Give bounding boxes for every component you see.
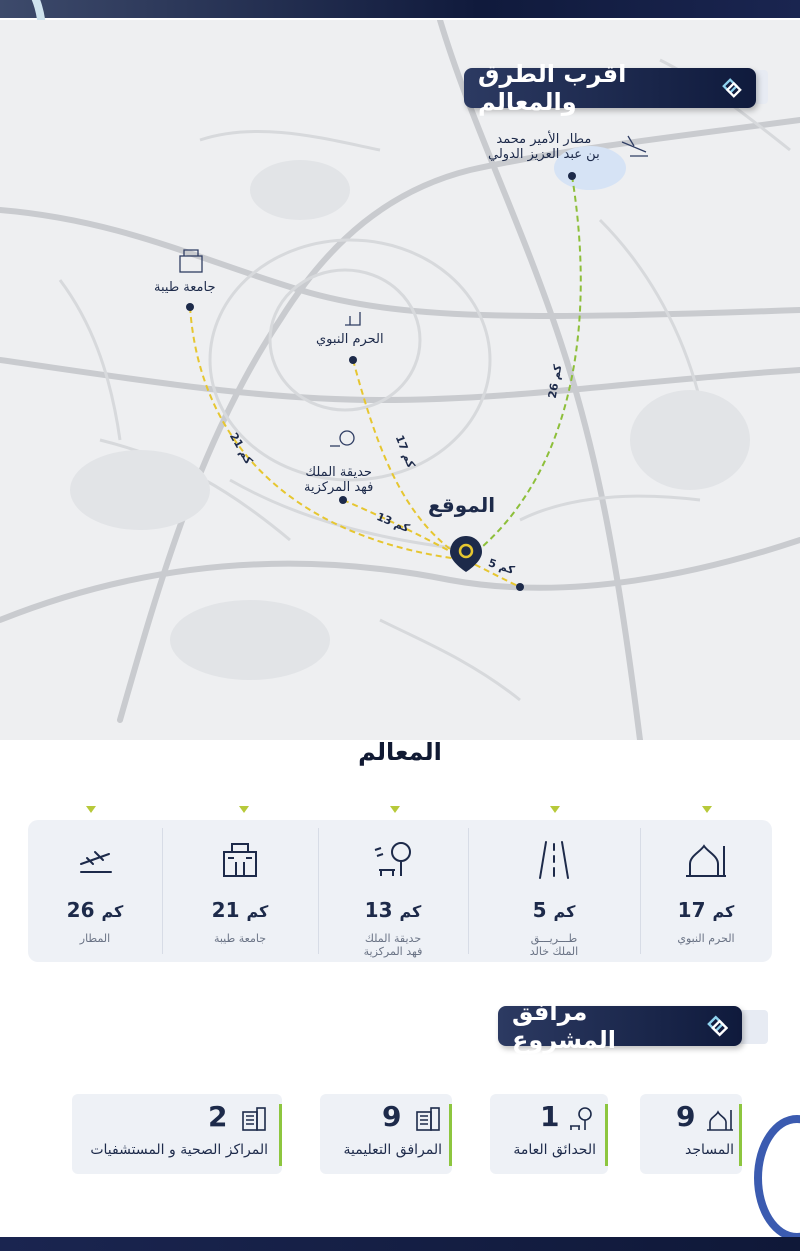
facility-count: 9 <box>676 1100 696 1133</box>
airport-label <box>488 132 600 162</box>
airplane-icon <box>73 838 117 882</box>
landmark-caption: جامعة طيبة <box>213 932 267 945</box>
top-bar <box>0 0 800 18</box>
map[interactable] <box>0 20 800 740</box>
caption-line1: حديقة الملك <box>364 932 422 945</box>
pointer-icon <box>390 806 400 813</box>
mosque-icon <box>706 1106 734 1132</box>
pointer-icon <box>239 806 249 813</box>
taibah-label: جامعة طيبة <box>154 280 216 295</box>
mosque-icon <box>684 838 728 882</box>
landmark-caption <box>468 932 640 958</box>
facility-health[interactable] <box>72 1094 282 1174</box>
airport-label-line1: مطار الأمير محمد <box>496 132 592 147</box>
landmarks-title: المعالم <box>358 738 442 766</box>
distance-road: 5 كم <box>486 556 516 577</box>
haram-label: الحرم النبوي <box>316 332 384 347</box>
facility-mosques[interactable] <box>640 1094 742 1174</box>
landmark-value: 21 كم <box>211 898 269 922</box>
landmark-airport[interactable] <box>28 820 162 962</box>
hospital-icon <box>240 1106 268 1132</box>
map-roads <box>0 20 800 740</box>
university-icon <box>218 838 262 882</box>
park-label-line1: حديقة الملك <box>305 465 372 480</box>
landmark-value: 17 كم <box>677 898 735 922</box>
pointer-icon <box>86 806 96 813</box>
landmark-value: 26 كم <box>66 898 124 922</box>
landmark-road[interactable] <box>468 820 640 962</box>
park-icon <box>371 838 415 882</box>
facility-count: 9 <box>382 1100 402 1133</box>
diamond-logo-icon <box>722 77 742 99</box>
facilities-pill <box>498 998 742 1054</box>
park-label <box>304 465 373 495</box>
accent-bar <box>605 1104 608 1166</box>
landmark-caption: الحرم النبوي <box>677 932 735 945</box>
accent-bar <box>279 1104 282 1166</box>
accent-bar <box>739 1104 742 1166</box>
bottom-bar <box>0 1237 800 1251</box>
facility-count: 2 <box>208 1100 228 1133</box>
distance-airport: 26 كم <box>545 363 565 400</box>
distance-park: 13 كم <box>374 510 412 535</box>
diamond-logo-icon <box>707 1015 728 1037</box>
caption-line2: الملك خالد <box>529 945 579 958</box>
landmark-value: 5 كم <box>532 898 576 922</box>
landmark-park[interactable] <box>318 820 468 962</box>
pointer-icon <box>702 806 712 813</box>
accent-bar <box>449 1104 452 1166</box>
facility-education[interactable] <box>320 1094 452 1174</box>
facility-label: المراكز الصحية و المستشفيات <box>90 1142 268 1158</box>
facility-parks[interactable] <box>490 1094 608 1174</box>
landmark-taibah[interactable] <box>162 820 318 962</box>
landmarks-panel <box>28 820 772 962</box>
facility-label: المساجد <box>684 1142 734 1158</box>
header-title: اقرب الطرق والمعالم <box>478 60 627 116</box>
pointer-icon <box>550 806 560 813</box>
header-pill <box>464 60 756 116</box>
road-icon <box>532 838 576 882</box>
location-label: الموقع <box>428 493 496 517</box>
park-icon <box>566 1106 594 1132</box>
landmark-haram[interactable] <box>640 820 772 962</box>
landmark-caption <box>318 932 468 958</box>
landmark-value: 13 كم <box>364 898 422 922</box>
airport-label-line2: بن عبد العزيز الدولي <box>488 147 600 162</box>
facility-label: المرافق التعليمية <box>343 1142 442 1158</box>
facility-count: 1 <box>540 1100 560 1133</box>
school-building-icon <box>414 1106 442 1132</box>
caption-line2: فهد المركزية <box>363 945 423 958</box>
distance-haram: 17 كم <box>392 433 418 470</box>
park-label-line2: فهد المركزية <box>304 480 374 495</box>
landmark-caption: المطار <box>79 932 111 945</box>
caption-line1: طـــريـــق <box>530 932 578 945</box>
facilities-title: مرافق المشروع <box>512 998 616 1054</box>
decorative-arc <box>754 1115 800 1241</box>
distance-taibah: 21 كم <box>226 430 256 467</box>
facility-label: الحدائق العامة <box>513 1142 596 1158</box>
